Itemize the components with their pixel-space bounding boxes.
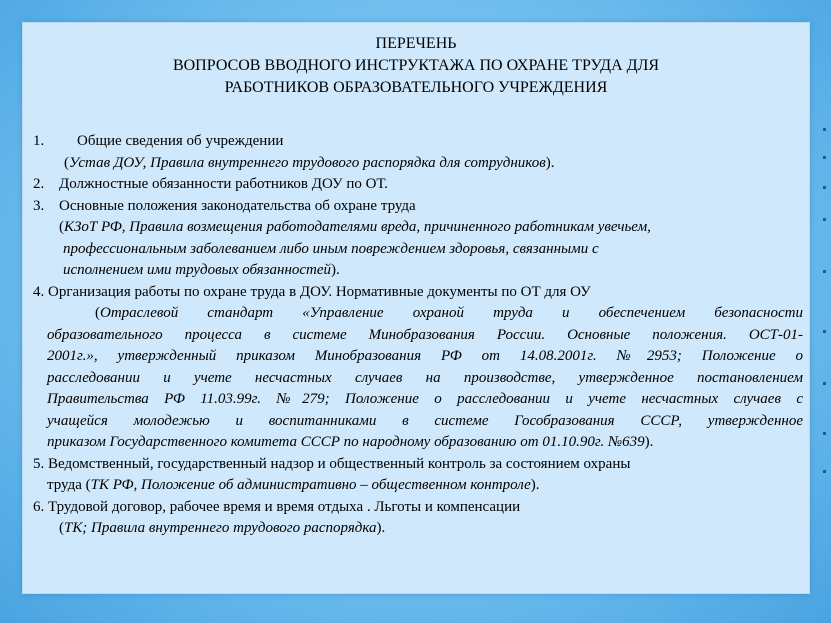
list-item-4 [33,282,803,304]
item-title: Общие сведения об учреждении [77,133,284,149]
item-number: 1. [33,133,45,149]
heading-line-2: ВОПРОСОВ ВВОДНОГО ИНСТРУКТАЖА ПО ОХРАНЕ ТРУДА ДЛЯ [172,57,660,74]
slide-card [22,22,810,594]
document-heading [23,33,809,99]
item-title: Должностные обязанности работников ДОУ по ОТ. [59,176,388,192]
item-title: 5. Ведомственный, государственный надзор и общественный контроль за состоянием охраны [33,455,631,472]
list-item-2 [33,174,803,196]
list-item-6-note: (ТК; Правила внутреннего трудового распорядка). [59,520,386,536]
edge-decoration [823,120,829,520]
item-title: Основные положения законодательства об охране труда [59,197,416,214]
list-item-5 [33,454,803,476]
list-item-3-note-line-2: профессиональным заболеванием либо иным повреждением здоровья, связанными с [63,240,599,257]
heading-line-3: РАБОТНИКОВ ОБРАЗОВАТЕЛЬНОГО УЧРЕЖДЕНИЯ [224,79,608,96]
list-item-4-note-line-7: приказом Государственного комитета СССР по народному образованию от 01.10.90г. №639). [47,434,654,450]
list-item-4-note-line-3: 2001г.», утвержденный приказом Минобразования РФ от 14.08.2001г. №2953; Положение о [47,348,803,364]
heading-line-1: ПЕРЕЧЕНЬ [375,35,457,52]
list-item-5-note: труда (ТК РФ, Положение об административно – общественном контроле). [47,477,540,493]
list-item-4-note-line-2: образовательного процесса в системе Минобразования России. Основные положения. ОСТ-01- [47,326,803,343]
list-item-4-note-line-4: расследовании и учете несчастных случаев на производстве, утвержденное постановлением [47,369,803,386]
list-item-3-note-line-1: (КЗоТ РФ, Правила возмещения работодателями вреда, причиненного работникам увечьем, [59,219,651,235]
list-item-1-note: (Устав ДОУ, Правила внутреннего трудового распорядка для сотрудников). [64,154,555,171]
list-item-4-note-line-1: (Отраслевой стандарт «Управление охраной труда и обеспечением безопасности [95,305,803,321]
list-item-3 [33,196,803,218]
item-note: Устав ДОУ, Правила внутреннего трудового распорядка для сотрудников [69,154,546,171]
question-list [33,131,803,540]
item-title: 6. Трудовой договор, рабочее время и время отдыха . Льготы и компенсации [33,498,521,515]
list-item-6 [33,497,803,519]
list-item-4-note-line-5: Правительства РФ 11.03.99г. №279; Положение о расследовании и учете несчастных случаев с [47,391,803,407]
list-item-4-note-line-6: учащейся молодежью и воспитанниками в системе Гособразования СССР, утвержденное [47,412,803,429]
item-number: 2. [33,176,45,192]
item-number: 3. [33,197,45,214]
item-title: 4. Организация работы по охране труда в ДОУ. Нормативные документы по ОТ для ОУ [33,283,591,300]
list-item-3-note-line-3: исполнением ими трудовых обязанностей). [63,262,340,278]
list-item-1 [33,131,803,153]
